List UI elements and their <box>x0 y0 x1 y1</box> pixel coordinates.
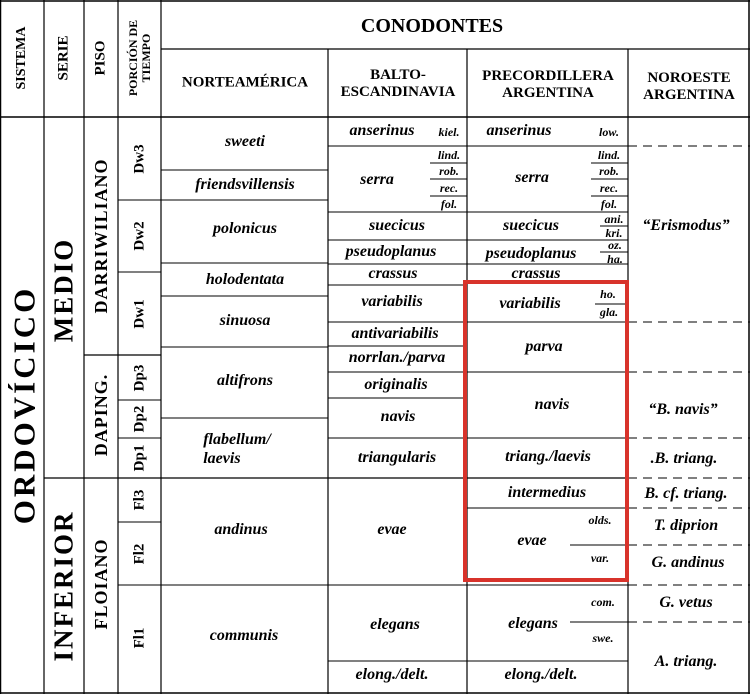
na-sinuosa: sinuosa <box>219 312 271 329</box>
pa-oz: oz. <box>608 238 622 252</box>
pa-olds: olds. <box>588 513 612 527</box>
slice-dp1: Dp1 <box>131 444 148 472</box>
no-b-triang: .B. triang. <box>650 450 718 467</box>
header-sistema: SISTEMA <box>14 26 29 90</box>
piso-daping: DAPING. <box>91 373 111 457</box>
pa-suecicus: suecicus <box>503 217 559 234</box>
ba-evae: evae <box>377 521 407 538</box>
na-flabellum-line1: flabellum/ <box>203 430 271 448</box>
pa-intermedius: intermedius <box>507 484 587 501</box>
ba-crassus: crassus <box>368 265 418 282</box>
no-t-diprion: T. diprion <box>653 517 719 534</box>
header-porcion-line1: PORCIÓN DE <box>125 19 140 97</box>
slice-dw1: Dw1 <box>131 299 148 329</box>
header-noroeste-line2: ARGENTINA <box>643 87 735 103</box>
header-balto-line2: ESCANDINAVIA <box>340 84 456 100</box>
header-balto-line1: BALTO- <box>370 66 426 83</box>
na-flabellum-line2: laevis <box>203 450 241 467</box>
pa-low: low. <box>599 125 619 139</box>
pa-pseudoplanus: pseudoplanus <box>485 245 577 262</box>
ba-elong: elong./delt. <box>355 666 429 683</box>
ba-suecicus: suecicus <box>369 217 425 234</box>
ba-elegans: elegans <box>370 616 420 633</box>
na-communis: communis <box>209 627 279 644</box>
pa-triang-laevis: triang./laevis <box>505 448 591 465</box>
pa-var: var. <box>590 551 610 565</box>
slice-fl1: Fl1 <box>131 627 148 649</box>
pa-evae: evae <box>517 532 547 549</box>
pa-rec: rec. <box>599 181 619 195</box>
header-porcion <box>127 20 153 96</box>
slice-dp2: Dp2 <box>131 405 148 433</box>
header-balto <box>341 67 456 102</box>
ba-pseudoplanus: pseudoplanus <box>345 243 437 260</box>
na-flabellum <box>203 430 271 468</box>
ba-navis: navis <box>380 408 416 425</box>
header-norteamerica: NORTEAMÉRICA <box>181 74 309 91</box>
header-serie: SERIE <box>55 35 72 81</box>
ba-variabilis: variabilis <box>361 293 423 310</box>
pa-rob: rob. <box>599 164 619 178</box>
sistema-label: ORDOVÍCICO <box>6 285 42 525</box>
slice-dw3: Dw3 <box>131 144 148 174</box>
serie-inferior: INFERIOR <box>48 510 79 662</box>
no-b-navis: “B. navis” <box>648 401 718 418</box>
pa-lind: lind. <box>597 148 621 162</box>
no-a-triang: A. triang. <box>654 653 718 670</box>
pa-swe: swe. <box>592 631 614 645</box>
serie-medio: MEDIO <box>48 237 79 343</box>
header-noroeste <box>643 70 735 105</box>
ba-rec: rec. <box>439 181 459 195</box>
ba-antivariabilis: antivariabilis <box>351 325 439 342</box>
pa-ha: ha. <box>607 252 623 266</box>
ba-fol: fol. <box>440 197 458 211</box>
pa-anserinus: anserinus <box>486 122 552 139</box>
pa-serra: serra <box>515 169 549 186</box>
header-porcion-line2: TIEMPO <box>139 33 153 83</box>
na-sweeti: sweeti <box>225 133 265 150</box>
no-b-cf-triang: B. cf. triang. <box>644 485 728 502</box>
na-andinus: andinus <box>214 521 268 538</box>
ba-originalis: originalis <box>364 376 428 393</box>
na-polonicus: polonicus <box>212 220 278 237</box>
pa-kri: kri. <box>605 226 623 240</box>
pa-crassus: crassus <box>511 265 561 282</box>
ba-rob: rob. <box>439 164 459 178</box>
pa-gla: gla. <box>599 305 619 319</box>
slice-fl2: Fl2 <box>131 543 148 565</box>
slice-dp3: Dp3 <box>131 364 148 392</box>
na-altifrons: altifrons <box>216 372 274 389</box>
na-holodentata: holodentata <box>205 271 285 288</box>
no-g-andinus: G. andinus <box>651 554 725 571</box>
pa-navis: navis <box>534 396 570 413</box>
header-noroeste-line1: NOROESTE <box>647 69 731 86</box>
piso-darriwiliano: DARRIWILIANO <box>91 158 111 314</box>
slice-fl3: Fl3 <box>131 489 148 511</box>
pa-variabilis: variabilis <box>499 295 561 312</box>
no-erismodus: “Erismodus” <box>642 217 730 234</box>
na-friendsvillensis: friendsvillensis <box>195 176 295 193</box>
pa-fol: fol. <box>600 197 618 211</box>
pa-ho: ho. <box>600 287 616 301</box>
page-title: CONODONTES <box>360 15 504 37</box>
ba-anserinus: anserinus <box>349 122 415 139</box>
header-piso: PISO <box>92 40 109 76</box>
pa-ani: ani. <box>604 212 624 226</box>
ba-norrlan: norrlan./parva <box>348 349 446 366</box>
header-precord-line1: PRECORDILLERA <box>482 67 614 84</box>
pa-elong: elong./delt. <box>504 666 578 683</box>
ba-triangularis: triangularis <box>357 449 437 466</box>
ba-kiel: kiel. <box>438 125 460 139</box>
piso-floiano: FLOIANO <box>91 538 111 630</box>
pa-parva: parva <box>525 338 563 355</box>
header-precord-line2: ARGENTINA <box>502 85 594 101</box>
header-precordillera <box>482 68 614 103</box>
slice-dw2: Dw2 <box>131 221 148 251</box>
no-g-vetus: G. vetus <box>659 594 713 611</box>
pa-elegans: elegans <box>508 615 558 632</box>
pa-com: com. <box>591 595 615 609</box>
ba-serra: serra <box>360 171 394 188</box>
ba-lind: lind. <box>437 148 461 162</box>
